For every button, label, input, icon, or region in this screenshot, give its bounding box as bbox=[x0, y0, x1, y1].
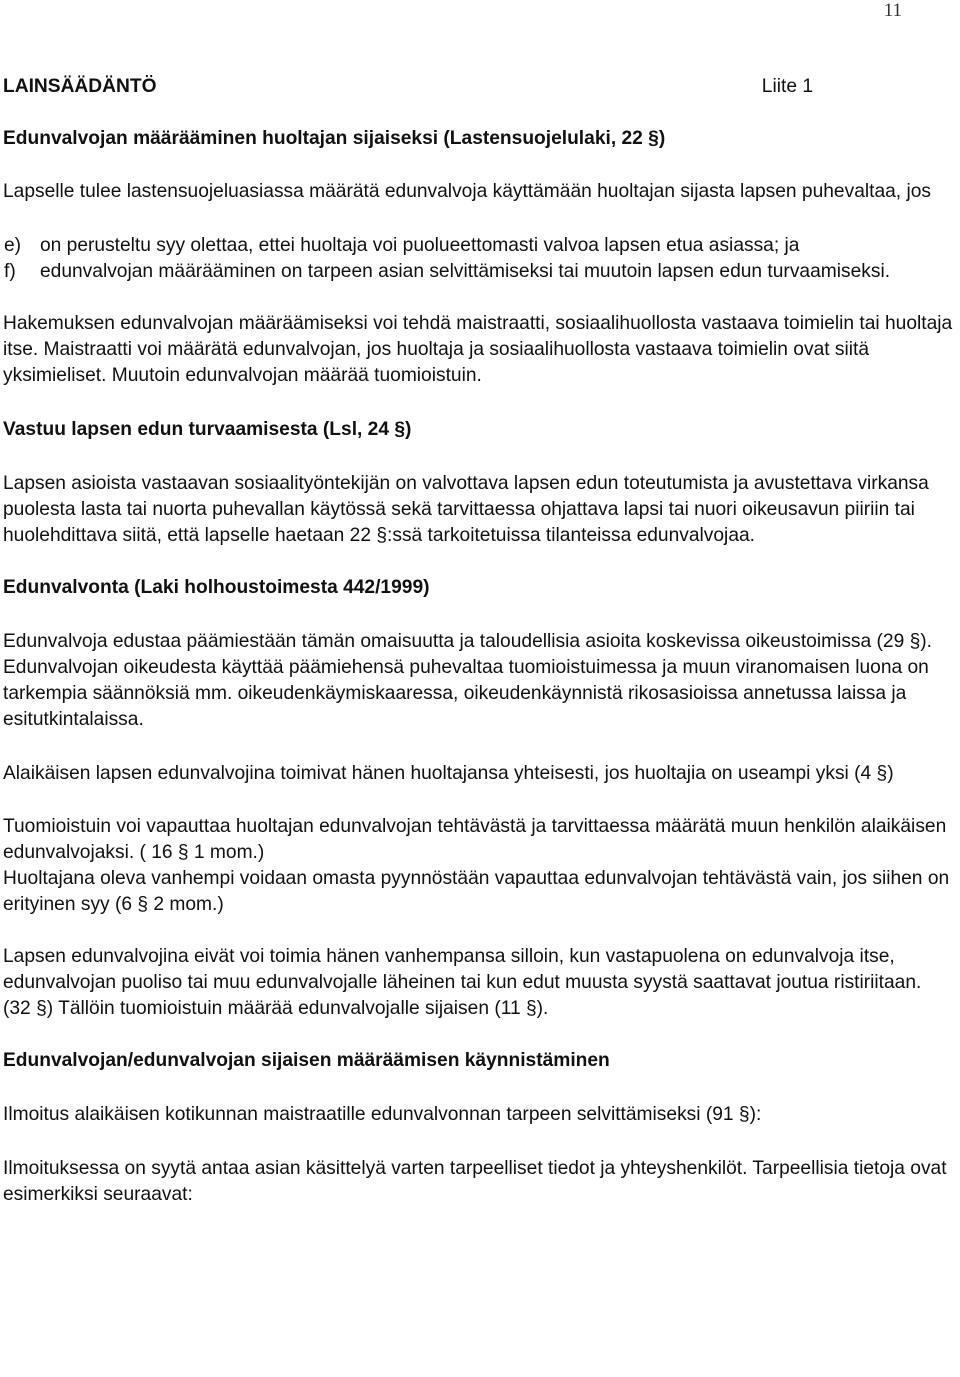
title-row bbox=[3, 74, 813, 100]
paragraph: Lapsen asioista vastaavan sosiaalityöntekijän on valvottava lapsen edun toteutumista ja avustettava virkansa puolesta lasta tai nuorta puhevallan käytössä sekä tarvittaessa ohjattava lapsi tai nuori oikeusavun piiriin tai huolehdittava siitä, että lapselle haetaan 22 §:ssä tarkoitetuissa tilanteissa edunvalvojaa. bbox=[3, 473, 929, 546]
list-item-text: on perusteltu syy olettaa, ettei huoltaja voi puolueettomasti valvoa lapsen etua asiassa; ja bbox=[40, 235, 800, 256]
list-marker: e) bbox=[4, 235, 22, 256]
paragraph: Ilmoitus alaikäisen kotikunnan maistraatille edunvalvonnan tarpeen selvittämiseksi (91 §): bbox=[3, 1104, 762, 1125]
appendix-label: Liite 1 bbox=[761, 76, 813, 97]
paragraph: Alaikäisen lapsen edunvalvojina toimivat hänen huoltajansa yhteisesti, jos huoltajia on useampi yksi (4 §) bbox=[3, 763, 894, 784]
section-heading: Edunvalvojan/edunvalvojan sijaisen määräämisen käynnistäminen bbox=[3, 1050, 610, 1071]
condition-list bbox=[3, 233, 953, 285]
paragraph: Edunvalvoja edustaa päämiestään tämän omaisuutta ja taloudellisia asioita koskevissa oikeustoimissa (29 §). Edunvalvojan oikeudesta käyttää päämiehensä puhevaltaa tuomioistuimessa ja muun viranomaisen luona on tarkempia säännöksiä mm. oikeudenkäymiskaaressa, oikeudenkäynnistä rikosasioissa annetussa laissa ja esitutkintalaissa. bbox=[3, 631, 932, 730]
paragraph: Hakemuksen edunvalvojan määräämiseksi voi tehdä maistraatti, sosiaalihuollosta vastaava toimielin tai huoltaja itse. Maistraatti voi määrätä edunvalvojan, jos huoltaja ja sosiaalihuollosta vastaava toimielin ovat siitä yksimieliset. Muutoin edunvalvojan määrää tuomioistuin. bbox=[3, 313, 953, 386]
list-item bbox=[3, 259, 953, 285]
section-heading: Edunvalvojan määrääminen huoltajan sijaiseksi (Lastensuojelulaki, 22 §) bbox=[3, 128, 666, 149]
paragraph: Lapsen edunvalvojina eivät voi toimia hänen vanhempansa silloin, kun vastapuolena on edunvalvoja itse, edunvalvojan puoliso tai muu edunvalvojalle läheinen tai kun edut muusta syystä saattavat joutua ristiriitaan. (32 §) Tällöin tuomioistuin määrää edunvalvojalle sijaisen (11 §). bbox=[3, 946, 922, 1019]
paragraph: Ilmoituksessa on syytä antaa asian käsittelyä varten tarpeelliset tiedot ja yhteyshenkilöt. Tarpeellisia tietoja ovat esimerkiksi seuraavat: bbox=[3, 1158, 947, 1205]
list-item bbox=[3, 233, 953, 259]
paragraph: Lapselle tulee lastensuojeluasiassa määrätä edunvalvoja käyttämään huoltajan sijasta lapsen puhevaltaa, jos bbox=[3, 181, 931, 202]
document-title: LAINSÄÄDÄNTÖ bbox=[3, 76, 157, 97]
document-body bbox=[3, 74, 953, 1208]
section-heading: Vastuu lapsen edun turvaamisesta (Lsl, 24 §) bbox=[3, 419, 412, 440]
paragraph: Huoltajana oleva vanhempi voidaan omasta pyynnöstään vapauttaa edunvalvojan tehtävästä vain, jos siihen on erityinen syy (6 § 2 mom.) bbox=[3, 868, 950, 915]
list-item-text: edunvalvojan määrääminen on tarpeen asian selvittämiseksi tai muutoin lapsen edun turvaamiseksi. bbox=[40, 261, 891, 282]
section-heading: Edunvalvonta (Laki holhoustoimesta 442/1999) bbox=[3, 577, 430, 598]
paragraph: Tuomioistuin voi vapauttaa huoltajan edunvalvojan tehtävästä ja tarvittaessa määrätä muun henkilön alaikäisen edunvalvojaksi. ( 16 § 1 mom.) bbox=[3, 816, 947, 863]
list-marker: f) bbox=[4, 261, 16, 282]
page-number: 11 bbox=[883, 0, 902, 21]
